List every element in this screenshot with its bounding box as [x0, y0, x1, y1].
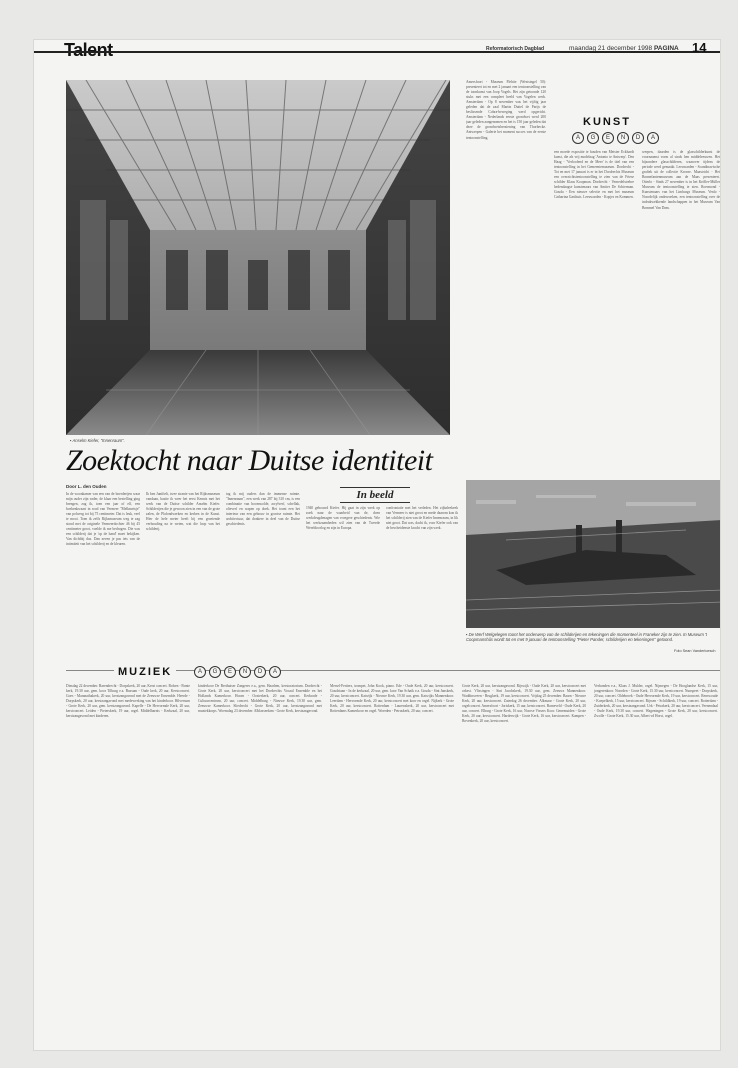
muziek-column-4: Grote Kerk, 20 uur, kerstzangavond. Rijswijk - Oude Kerk, 20 uur, kerstconcert met orkest. Vlissingen - Sint Jacobskerk, 19.30 uur, gem. Zeeuws Mannenkoor. Waddinxveen - Brugkerk, 19 uur, kerstconcert. Vrijdag 25 december. Baarn - Nieuwe Kerk, 20 uur, kerstconcert. Zaterdag 26 december. Alkmaar - Grote Kerk, 20 uur, orgelconcert. Amersfoort - Joriskerk, 15 uur, kerstconcert. Barneveld - Oude Kerk, 20 uur, concert. Elburg - Grote Kerk, 16 uur, Noorse Vissers Koor. Genemuiden - Grote Kerk, 20 uur, kerstconcert. Harderwijk - Grote Kerk, 16 uur, kerstconcert. Kampen - Bovenkerk, 20 uur, kerstconcert. [462, 684, 586, 724]
muziek-column-3: Mersel-Fertters, trompet, John Kook, piano. Ede - Oude Kerk, 20 uur, kerstconcert. Goudriaan - In de kerkzaal, 20 uur, gem. koor Van Schaik e.a. Gouda - Sint Janskerk, 20 uur, kerstconcert. Katwijk - Nieuwe Kerk, 19.30 uur, gem. Katwijks Mannenkoor. Leerdam - Hervormde Kerk, 20 uur, kerstconcert met koor en orgel. Nijkerk - Grote Kerk, 20 uur, kerstconcert. Rotterdam - Laurenskerk, 20 uur, kerstconcert met Rotterdams Kamerkoor en orgel. Woerden - Petruskerk, 20 uur, concert. [330, 684, 454, 714]
article-column-4: 1940 gebouwd Kiefer. Hij gaat in zijn werk op zoek naar de waarheid van de, doen werkdeugdenagen van vroegere geschiedenis. Wie het werkzaamheden wil zien van de Tweede Wereldoorlog en zijn in Europa. [306, 506, 380, 531]
werf-photo-caption: ▪ De Werf Welgelegen toont het onderwerp van de schilderijen en tekeningen die momenteel in Franeker zijn te zien. In Museum 't Coopmanshûs wordt tot en met 9 januari de tentoonstelling "Pieter Pander, schilderijen en tekeningen" getoond. [466, 632, 707, 643]
agenda-letter: E [602, 132, 614, 144]
newspaper-name: Reformatorisch Dagblad [486, 46, 545, 52]
kunst-agenda-badges [572, 132, 659, 144]
in-beeld-label: In beeld [340, 487, 410, 503]
article-column-5: confrontatie met het verleden. Het zijbaleekeek van Vermeer is niet groot en mede daarom kon ik het schilderij zien van de Kiefer Innenraum, in lik niet groot. Dat was, dacht ik, voor Kiefer ook van de bescheidenste kracht van zijn werk. [386, 506, 458, 531]
werf-photo [466, 480, 720, 628]
section-title: Talent [64, 40, 113, 60]
kunst-title: KUNST [583, 116, 631, 128]
camera-icon: ▪ [466, 632, 469, 637]
muziek-title: MUZIEK [114, 666, 176, 678]
agenda-letter: A [572, 132, 584, 144]
kunst-column-2: een moede expositie te houden van Meister Eckhardt kunst, die als vrij modelzag 'Antonio te Antwerp'. Den Haag - 'Verloofend en de Meer' is de titel van een tentoonstelling in het Gemeentemuseum. Dordrecht - Tot en met 17 januari is er in het Dordrechts Museum een overzichtstentoonstelling te zien van de Friese schilder Klaas Koopman. Dordrecht - Vernedelstrebre hedendaagse kunstenaars van Amiter De Schierman. Gouda - Een nieuwe selectie en met het museum Catharina Gasthuis. Leeuwarden - Kopjes en Kommen. [554, 150, 634, 200]
article-column-1: In de woonkamer van een van de boerderijen waar mijn ouder zijn vader, de klaar een bestelling ging brengen, zag ik, toen een jaar of elf, een boekenkwaart in rood van Vermeer "Melkmeisje" van polwerg tot bij 75 centimeter. Dat is leuk, veel te mooi. Toen ik zelfs Rijksmuseum weg te zag stond met de originele Vermeerdochter 46 bij 45 centimeter groot, voelde ik me bedrogen. Die was een schilderij dat je 'op de hand' moet bekijken. Van dichtbij dus. Dan zeven je pas iets van de intimiteit van het schilderij en de kleuren. [66, 492, 140, 547]
photo-caption: ▪ Anselm Kiefer, "Innenraum". [70, 438, 125, 443]
agenda-letter: A [269, 666, 281, 678]
page-label: PAGINA [653, 45, 679, 52]
kunst-column-3: werpen, daarden is de glasschilderkunst de voornaamst vorm al sinds hen middeleeuwen. Het bijzondere glasschilderen, waarover tijdens de periode werd gemaakt. Leeuwarden - Scandinavische grafiek uit de collectie Kroeze. Maastricht - Het Bonnefantenmuseum aan de Maas presenteert. Otterlo - Sinds 27 november is in het Kröller-Müller Museum de tentoonstelling te zien. Roermond - Kunstenaars van het Limburgs Museum. Venlo - Noordelijk onderzoeken, een tentoonstelling over de indrukwekkende landschappen in het Museum Van Bommel Van Dam. [642, 150, 720, 210]
article-byline: Door L. den Ouden [66, 484, 107, 489]
agenda-letter: G [587, 132, 599, 144]
agenda-letter: E [224, 666, 236, 678]
page-date [569, 45, 679, 52]
agenda-letter: A [647, 132, 659, 144]
kunst-column-1: Amersfoort - Museum Flehite (Westsingel 50): presenteert tot en met 2 januari een tentoonstelling van de toonkunst van Joop Vogels. Het zijn getoonde 120 stuks met een compleet beeld van Vogelen werk. Amsterdam - Op 8 november was het vijftig jaar geleden dat de zaal Martin Duttel de Parijs de beslissende Cobra-beweging werd opgericht. Amsterdam - Nederlands eerste grondwet werd 200 jaar geleden aangenomen en het is 150 jaar geleden dat deze de grondwetsherziening van Thorbecke. Antwerpen - Galerie het moment succes van de eerste tentoonstelling. [466, 80, 546, 140]
agenda-letter: A [194, 666, 206, 678]
camera-icon: ▪ [70, 438, 73, 443]
innenraum-painting-image [66, 80, 450, 435]
muziek-column-5: Verbonden e.a., Klaas J. Mulder, orgel. Nijmegen - De Hooglandse Kerk, 15 uur, jongerenkoor. Noorden - Grote Kerk, 15.30 uur, kerstconcert. Nunspeet - Dorpskerk, 20 uur, concert. Oldebroek - Oude Hervormde Kerk, 19 uur, kerstconcert. Renswoude - Koepelkerk, 15 uur, kerstconcert. Rijssen - Schildkerk, 19 uur, concert. Rotterdam - Zuiderkerk, 20 uur, kerstzangavond. Urk - Petrakerk, 20 uur, kerstconcert. Veenendaal - Oude Kerk, 19.30 uur, concert. Wageningen - Grote Kerk, 20 uur, kerstconcert. Zwolle - Grote Kerk, 15.30 uur, Albert vd Horst, orgel. [594, 684, 718, 719]
muziek-column-2: kinderkoor De Berthuiser Zangeres e.a., gem. Haarlem, kerstoratorium. Dordrecht - Grote Kerk, 20 uur, kerstconcert met het Dordrechts Vocaal Ensemble en het Hollands Kamerkoor. Hoorn - Oosterkerk, 20 uur, concert. Kerkrade - Cultuurcentrum, 20 uur, concert. Middelburg - Nieuwe Kerk, 19.30 uur, gem. Zeeuwse Kamerkoor. Sliedrecht - Grote Kerk, 20 uur, kerstzangavond met muziekkorps. Woensdag 23 december. Alblasserdam - Grote Kerk, kerstzangavond. [198, 684, 322, 714]
date-text: maandag 21 december 1998 [569, 45, 653, 52]
newspaper-page [34, 40, 720, 1050]
agenda-letter: D [254, 666, 266, 678]
article-column-2: Ik ben Juniftelt, twee stranie van het Rijksmuseum vandaan, hastie ik weer het eerst Kennis met het werk van de Duitse schilder Anselm Kiefer. Schilderijen die je gewoon zien in een van de grote zalen, de Plafondwerken en kerken in de Kunst. Hier de hele meter heeft hij een groeiende verhouding na te weten, wat die loop van het schilderij. [146, 492, 220, 532]
agenda-letter: D [632, 132, 644, 144]
page-number: 14 [692, 40, 707, 55]
agenda-letter: N [617, 132, 629, 144]
shipyard-painting-image [466, 480, 720, 628]
muziek-agenda-badges [194, 666, 281, 678]
agenda-letter: G [209, 666, 221, 678]
muziek-column-1: Dinsdag 22 december. Barendrecht - Dorpskerk, 20 uur, Kerst concert. Bolsen - Bonte kerk, 19.30 uur, gem. koor Tilburg e.a. Bussum - Oude kerk, 20 uur, Kerstconcert. Goes - Maranathakerk, 20 uur, kerstzangavond met de Zeeuwse Ensemble. Heerde - Dorpskerk, 20 uur, kerstzangavond met medewerking van het kinderkoor. Hilversum - Grote Kerk, 20 uur, gem. kerstzangavond. Kapelle - De Hervormde Kerk, 20 uur, kerstconcert. Leiden - Pieterskerk, 19 uur, orgel. Middelharnis - Kerkzaal, 20 uur, kerstzangavond met kinderen. [66, 684, 190, 719]
main-photo [66, 80, 450, 435]
photo-credit: Foto Sean Vanderloesch [674, 649, 716, 653]
article-column-3: tag ik mij ouders dan de immense ruimte. "Innenraum", een werk van 287 bij 310 cm, is een combinatie van boomwolde, acrylverf, schellak, olieverf en wapen op doek. Het toont een het interieur van een gebouw in grootse ruimte. Het architectuur, dat donkere in deel van de Duitse geschiedenis. [226, 492, 300, 527]
agenda-letter: N [239, 666, 251, 678]
article-headline: Zoektocht naar Duitse identiteit [66, 444, 433, 477]
